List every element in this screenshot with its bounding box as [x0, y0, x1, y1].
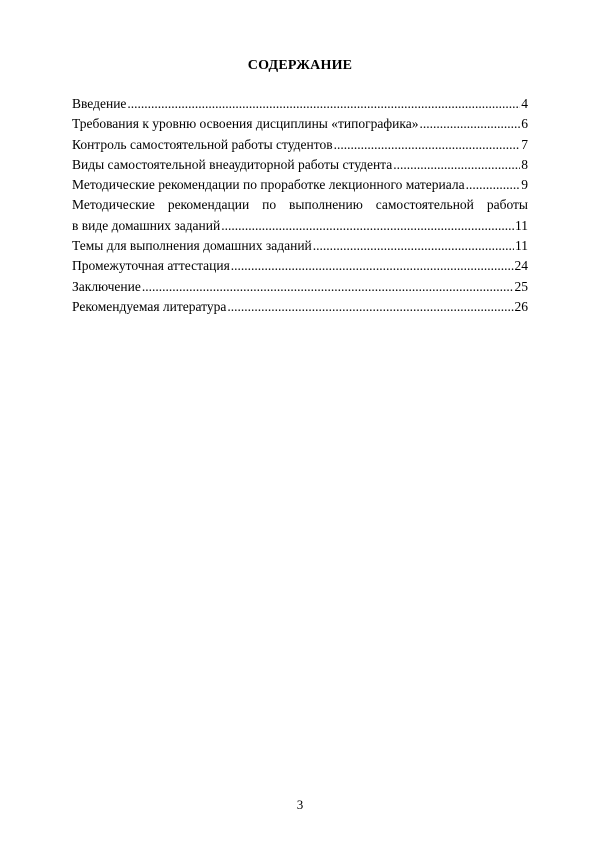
toc-entry-text: Виды самостоятельной внеаудиторной работы студента	[72, 156, 393, 172]
dot-leader	[221, 216, 514, 236]
toc-entry-homework-topics[interactable]	[72, 236, 528, 256]
toc-entry-text: в виде домашних заданий	[72, 217, 221, 233]
toc-title: СОДЕРЖАНИЕ	[247, 58, 353, 73]
toc-entry-text: Введение	[72, 96, 127, 111]
toc-entry-page: 25	[514, 278, 528, 294]
toc-entry-page: 11	[515, 238, 528, 254]
toc-entry-requirements[interactable]	[72, 114, 528, 134]
toc-entry-page: 6	[521, 116, 528, 132]
toc-entry-control[interactable]	[72, 135, 528, 155]
dot-leader	[231, 256, 514, 276]
toc-entry-work-types[interactable]	[72, 155, 528, 175]
toc-entry-lecture-methods[interactable]	[72, 175, 528, 195]
toc-entry-text: Промежуточная аттестация	[72, 258, 230, 274]
dot-leader	[466, 175, 521, 195]
dot-leader	[227, 297, 513, 317]
toc-entry-text: Методические рекомендации по проработке лекционного материала	[72, 177, 465, 193]
toc-entry-conclusion[interactable]	[72, 277, 528, 297]
toc-entry-text-line1: Методические рекомендации по выполнению самостоятельной работы	[72, 197, 528, 213]
toc-entry-page: 8	[521, 156, 528, 172]
toc-entry-literature[interactable]	[72, 297, 528, 317]
toc-entry-text: Темы для выполнения домашних заданий	[72, 238, 312, 254]
dot-leader	[393, 155, 520, 175]
toc-entry-page: 11	[515, 217, 528, 233]
toc-entry-text: Контроль самостоятельной работы студентов	[72, 136, 333, 152]
dot-leader	[313, 236, 514, 256]
toc-entry-page: 7	[521, 136, 528, 152]
toc-entry-text: Заключение	[72, 278, 141, 294]
dot-leader	[142, 277, 514, 297]
toc-entry-page: 26	[514, 298, 528, 314]
dot-leader	[127, 94, 520, 114]
toc-entry-homework-methods[interactable]	[72, 195, 528, 236]
toc-entry-page: 9	[521, 177, 528, 193]
toc-entry-attestation[interactable]	[72, 256, 528, 276]
page-number: 3	[296, 797, 304, 812]
table-of-contents	[72, 94, 528, 317]
toc-entry-introduction[interactable]	[72, 94, 528, 114]
toc-entry-page: 24	[514, 258, 528, 274]
toc-entry-page: 4	[521, 96, 528, 111]
toc-entry-text: Рекомендуемая литература	[72, 298, 227, 314]
dot-leader	[419, 114, 520, 134]
dot-leader	[334, 135, 521, 155]
toc-entry-text: Требования к уровню освоения дисциплины «типографика»	[72, 116, 419, 132]
